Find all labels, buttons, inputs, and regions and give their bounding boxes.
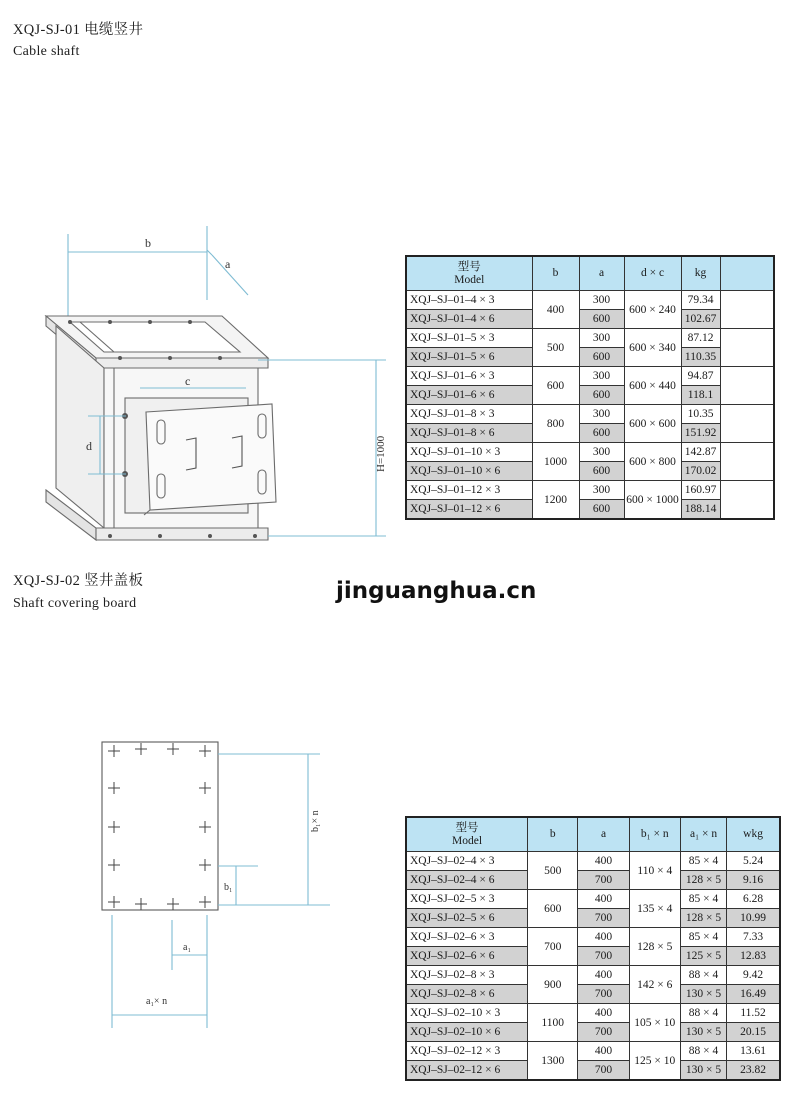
table-row [406,500,774,520]
cell-model: XQJ–SJ–01–4 × 3 [406,291,532,310]
label-b1n: b₁× n [310,810,321,832]
cell-a1n: 85 × 4 [680,852,726,871]
cell-b: 600 [528,890,578,928]
header-b1n: b₁ × n [629,817,680,852]
cell-blank [720,481,774,520]
cell-a: 600 [579,310,624,329]
cell-model: XQJ–SJ–02–5 × 3 [406,890,528,909]
label-a: a [225,257,231,271]
cell-b1n: 105 × 10 [629,1004,680,1042]
cell-a: 300 [579,481,624,500]
cell-a: 700 [578,1023,629,1042]
section1-title: XQJ-SJ-01 电缆竖井 [13,22,144,38]
cell-b1n: 125 × 10 [629,1042,680,1081]
cell-a1n: 125 × 5 [680,947,726,966]
cell-model: XQJ–SJ–02–4 × 6 [406,871,528,890]
cell-b: 900 [528,966,578,1004]
cell-a: 600 [579,462,624,481]
cell-kg: 79.34 [681,291,720,310]
cell-model: XQJ–SJ–01–8 × 6 [406,424,532,443]
cell-a: 700 [578,1061,629,1081]
label-a1: a₁ [183,942,191,953]
label-h: H=1000 [375,435,387,472]
label-a1n: a₁× n [146,996,168,1007]
table-row [406,909,780,928]
header-model: 型号 Model [406,256,532,291]
cell-model: XQJ–SJ–02–6 × 3 [406,928,528,947]
cell-b1n: 128 × 5 [629,928,680,966]
header-model: 型号 Model [406,817,528,852]
watermark: jinguanghua.cn [336,578,537,604]
header-a: a [578,817,629,852]
section2-subtitle: Shaft covering board [13,596,137,611]
cell-model: XQJ–SJ–01–5 × 3 [406,329,532,348]
cell-dc: 600 × 440 [624,367,681,405]
table-row [406,1061,780,1081]
cell-wkg: 5.24 [727,852,780,871]
cell-a1n: 85 × 4 [680,890,726,909]
cell-a: 600 [579,386,624,405]
header-a: a [579,256,624,291]
cell-b: 400 [532,291,579,329]
cell-model: XQJ–SJ–01–12 × 6 [406,500,532,520]
header-blank [720,256,774,291]
cell-a1n: 128 × 5 [680,871,726,890]
cell-wkg: 9.16 [727,871,780,890]
cell-model: XQJ–SJ–02–6 × 6 [406,947,528,966]
label-b1: b₁ [224,882,233,893]
cell-wkg: 6.28 [727,890,780,909]
table-row [406,1004,780,1023]
table-header-row [406,256,774,291]
header-b: b [528,817,578,852]
cell-a: 700 [578,909,629,928]
cell-a1n: 128 × 5 [680,909,726,928]
table-row [406,928,780,947]
label-b: b [145,236,151,250]
cell-b: 1000 [532,443,579,481]
table-row [406,985,780,1004]
cell-a: 600 [579,348,624,367]
cell-a1n: 130 × 5 [680,985,726,1004]
table-row [406,329,774,348]
cell-blank [720,367,774,405]
table-row [406,405,774,424]
cell-a1n: 130 × 5 [680,1061,726,1081]
cell-a1n: 130 × 5 [680,1023,726,1042]
cell-a: 600 [579,500,624,520]
cell-wkg: 23.82 [727,1061,780,1081]
cell-a1n: 88 × 4 [680,1042,726,1061]
cell-kg: 110.35 [681,348,720,367]
cell-model: XQJ–SJ–01–10 × 3 [406,443,532,462]
cell-a: 400 [578,852,629,871]
cell-b: 800 [532,405,579,443]
cell-b: 500 [528,852,578,890]
table-row [406,1042,780,1061]
cell-kg: 10.35 [681,405,720,424]
cell-b1n: 110 × 4 [629,852,680,890]
cell-wkg: 13.61 [727,1042,780,1061]
cell-b: 700 [528,928,578,966]
cell-b: 1100 [528,1004,578,1042]
section1-subtitle: Cable shaft [13,44,80,59]
cover-board-drawing [102,742,330,1028]
cell-model: XQJ–SJ–01–10 × 6 [406,462,532,481]
cell-kg: 102.67 [681,310,720,329]
section2-title: XQJ-SJ-02 竖井盖板 [13,573,144,589]
cell-wkg: 16.49 [727,985,780,1004]
cell-model: XQJ–SJ–02–10 × 6 [406,1023,528,1042]
cell-dc: 600 × 1000 [624,481,681,520]
header-a1n: a₁ × n [680,817,726,852]
cell-model: XQJ–SJ–01–6 × 3 [406,367,532,386]
header-dc: d × c [624,256,681,291]
cell-dc: 600 × 340 [624,329,681,367]
cell-blank [720,291,774,329]
cell-a: 400 [578,890,629,909]
cell-kg: 170.02 [681,462,720,481]
cell-model: XQJ–SJ–02–8 × 3 [406,966,528,985]
table-row [406,310,774,329]
cell-wkg: 7.33 [727,928,780,947]
cable-shaft-drawing [46,226,386,540]
table-row [406,852,780,871]
cell-blank [720,405,774,443]
cell-a: 700 [578,947,629,966]
cell-model: XQJ–SJ–01–8 × 3 [406,405,532,424]
table-row [406,1023,780,1042]
cell-model: XQJ–SJ–02–8 × 6 [406,985,528,1004]
table-row [406,367,774,386]
cell-wkg: 20.15 [727,1023,780,1042]
cell-a1n: 85 × 4 [680,928,726,947]
cell-model: XQJ–SJ–01–12 × 3 [406,481,532,500]
cell-blank [720,329,774,367]
cell-wkg: 11.52 [727,1004,780,1023]
cell-a: 700 [578,985,629,1004]
header-kg: kg [681,256,720,291]
cell-a1n: 88 × 4 [680,966,726,985]
cell-model: XQJ–SJ–02–12 × 6 [406,1061,528,1081]
cell-model: XQJ–SJ–01–4 × 6 [406,310,532,329]
table-row [406,481,774,500]
cell-a: 300 [579,291,624,310]
table-row [406,291,774,310]
table-row [406,966,780,985]
cell-a: 300 [579,329,624,348]
cell-b: 500 [532,329,579,367]
cable-shaft-spec-table [405,255,775,520]
cell-blank [720,443,774,481]
label-c: c [185,374,191,388]
header-b: b [532,256,579,291]
table-row [406,871,780,890]
cell-b1n: 135 × 4 [629,890,680,928]
cell-b: 1300 [528,1042,578,1081]
table-row [406,424,774,443]
cell-a: 300 [579,405,624,424]
table-row [406,462,774,481]
cell-a: 400 [578,1042,629,1061]
cell-a: 700 [578,871,629,890]
cell-a: 400 [578,1004,629,1023]
cell-kg: 94.87 [681,367,720,386]
cell-kg: 188.14 [681,500,720,520]
cell-model: XQJ–SJ–02–5 × 6 [406,909,528,928]
cell-a: 300 [579,367,624,386]
cell-b1n: 142 × 6 [629,966,680,1004]
cover-board-spec-table [405,816,781,1081]
cell-dc: 600 × 600 [624,405,681,443]
cell-kg: 160.97 [681,481,720,500]
table-row [406,947,780,966]
label-d: d [86,439,92,453]
cell-a: 300 [579,443,624,462]
table-row [406,348,774,367]
cell-a: 400 [578,966,629,985]
cell-wkg: 12.83 [727,947,780,966]
cell-kg: 142.87 [681,443,720,462]
cell-model: XQJ–SJ–01–6 × 6 [406,386,532,405]
header-wkg: wkg [727,817,780,852]
cell-wkg: 9.42 [727,966,780,985]
table-header-row [406,817,780,852]
cell-model: XQJ–SJ–02–12 × 3 [406,1042,528,1061]
cell-dc: 600 × 800 [624,443,681,481]
cell-a: 400 [578,928,629,947]
cell-a1n: 88 × 4 [680,1004,726,1023]
table-row [406,386,774,405]
cell-kg: 87.12 [681,329,720,348]
cell-a: 600 [579,424,624,443]
cell-model: XQJ–SJ–02–10 × 3 [406,1004,528,1023]
table-row [406,443,774,462]
cell-dc: 600 × 240 [624,291,681,329]
cell-wkg: 10.99 [727,909,780,928]
cell-kg: 118.1 [681,386,720,405]
cell-b: 600 [532,367,579,405]
cell-b: 1200 [532,481,579,520]
cell-kg: 151.92 [681,424,720,443]
cell-model: XQJ–SJ–01–5 × 6 [406,348,532,367]
cell-model: XQJ–SJ–02–4 × 3 [406,852,528,871]
table-row [406,890,780,909]
